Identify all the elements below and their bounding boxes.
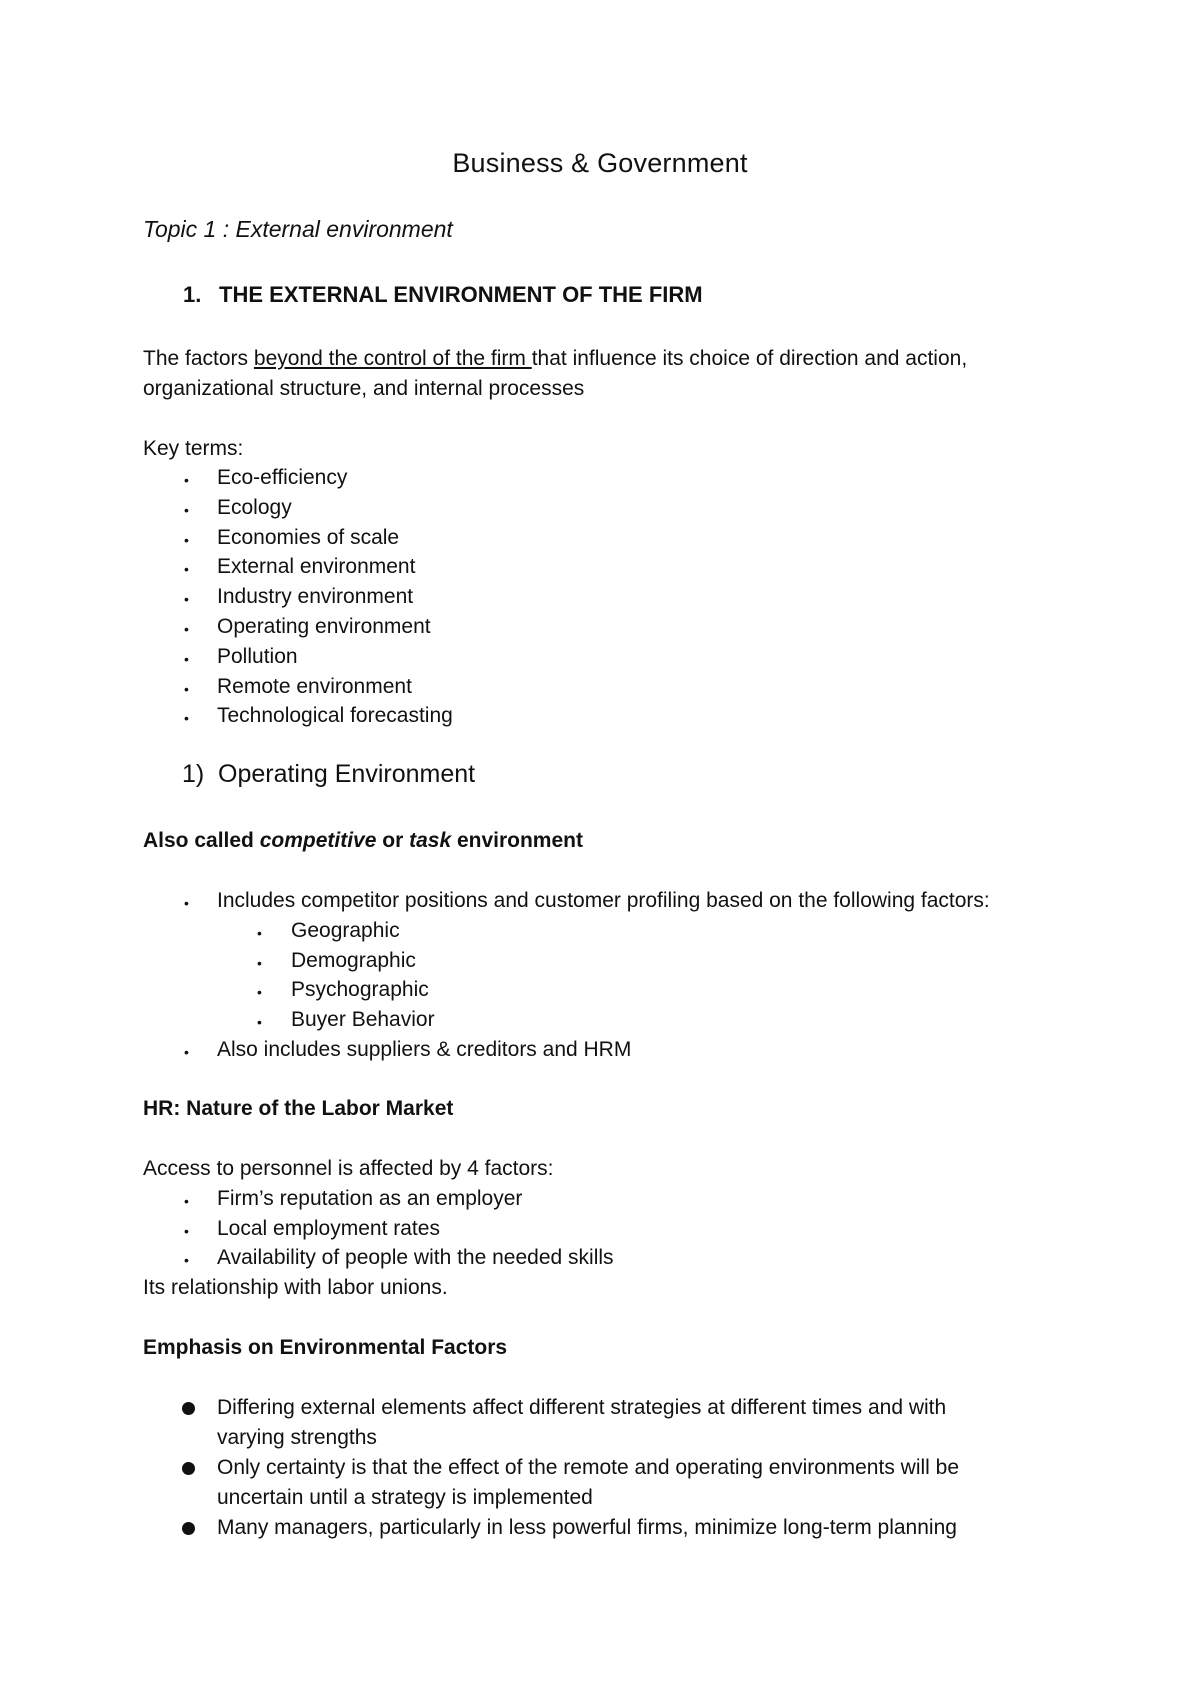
key-term-item-label: Economies of scale (217, 525, 400, 549)
definition-line-1 (143, 344, 967, 374)
emphasis-item-line: Differing external elements affect different strategies at different times and with (217, 1396, 947, 1419)
section-number: 1. (183, 282, 202, 307)
hr-heading: HR: Nature of the Labor Market (143, 1097, 454, 1120)
section-heading-text: THE EXTERNAL ENVIRONMENT OF THE FIRM (219, 282, 703, 307)
bullet-icon: • (184, 1193, 189, 1209)
topic-line: Topic 1 : External environment (143, 216, 453, 242)
key-term-item-label: Ecology (217, 495, 292, 519)
subsection-number: 1) (182, 760, 205, 788)
bullet-icon: • (184, 680, 189, 697)
bullet-icon: • (184, 501, 189, 518)
bullet-icon: • (184, 1044, 189, 1060)
key-terms-label: Key terms: (143, 437, 244, 460)
bullet-icon: • (184, 650, 189, 667)
also-called-task: task (409, 829, 452, 852)
bullet-icon: • (184, 561, 189, 578)
bullet-icon: • (257, 984, 262, 1001)
customer-factor-item-label: Psychographic (291, 978, 429, 1002)
bullet-icon: • (184, 531, 189, 548)
customer-factor-item-label: Demographic (291, 948, 416, 972)
hr-factor-item-label: Firm’s reputation as an employer (217, 1187, 523, 1210)
key-term-item-label: External environment (217, 555, 416, 579)
round-bullet-icon (182, 1402, 195, 1415)
also-called-pre: Also called (143, 829, 260, 852)
emphasis-item-line: Many managers, particularly in less powerful firms, minimize long-term planning (217, 1516, 957, 1539)
document-title: Business & Government (452, 148, 748, 178)
hr-factor-item-label: Availability of people with the needed skills (217, 1246, 614, 1270)
also-called-line (143, 826, 583, 856)
emphasis-item-line: uncertain until a strategy is implemented (217, 1486, 593, 1509)
customer-factor-item-label: Geographic (291, 919, 400, 942)
round-bullet-icon (182, 1462, 195, 1475)
hr-factor-item-label: Local employment rates (217, 1216, 440, 1240)
operating-bullet-item-label: Includes competitor positions and customer profiling based on the following factors: (217, 889, 990, 912)
key-term-item-label: Technological forecasting (217, 704, 453, 728)
emphasis-item-line: varying strengths (217, 1426, 377, 1449)
definition-post: that influence its choice of direction and action, (531, 347, 968, 370)
bullet-icon: • (257, 954, 262, 971)
hr-last-line: Its relationship with labor unions. (143, 1276, 448, 1299)
also-called-competitive: competitive (259, 829, 377, 852)
key-term-item-label: Eco-efficiency (217, 466, 348, 489)
also-called-post: environment (451, 829, 583, 852)
emphasis-heading: Emphasis on Environmental Factors (143, 1336, 508, 1359)
definition-pre: The factors (143, 347, 254, 370)
bullet-icon: • (184, 472, 189, 488)
bullet-icon: • (184, 1222, 189, 1239)
bullet-icon: • (184, 591, 189, 608)
key-term-item-label: Pollution (217, 644, 298, 668)
bullet-icon: • (184, 621, 189, 637)
subsection-heading-text: Operating Environment (218, 760, 476, 788)
emphasis-item-line: Only certainty is that the effect of the remote and operating environments will be (217, 1456, 960, 1479)
customer-factor-item-label: Buyer Behavior (291, 1008, 435, 1032)
key-term-item-label: Remote environment (217, 674, 412, 698)
hr-intro: Access to personnel is affected by 4 factors: (143, 1157, 554, 1180)
bullet-icon: • (257, 1014, 262, 1031)
bullet-icon: • (184, 1252, 189, 1269)
bullet-icon: • (184, 710, 189, 727)
definition-underlined: beyond the control of the firm (253, 347, 532, 370)
key-term-item-label: Operating environment (217, 615, 431, 638)
bullet-icon: • (184, 895, 189, 911)
bullet-icon: • (257, 925, 262, 941)
key-term-item-label: Industry environment (217, 585, 414, 609)
also-called-or: or (376, 829, 410, 852)
operating-bullet-item-label: Also includes suppliers & creditors and HRM (217, 1038, 632, 1061)
definition-line-2: organizational structure, and internal processes (143, 377, 585, 400)
round-bullet-icon (182, 1522, 195, 1535)
